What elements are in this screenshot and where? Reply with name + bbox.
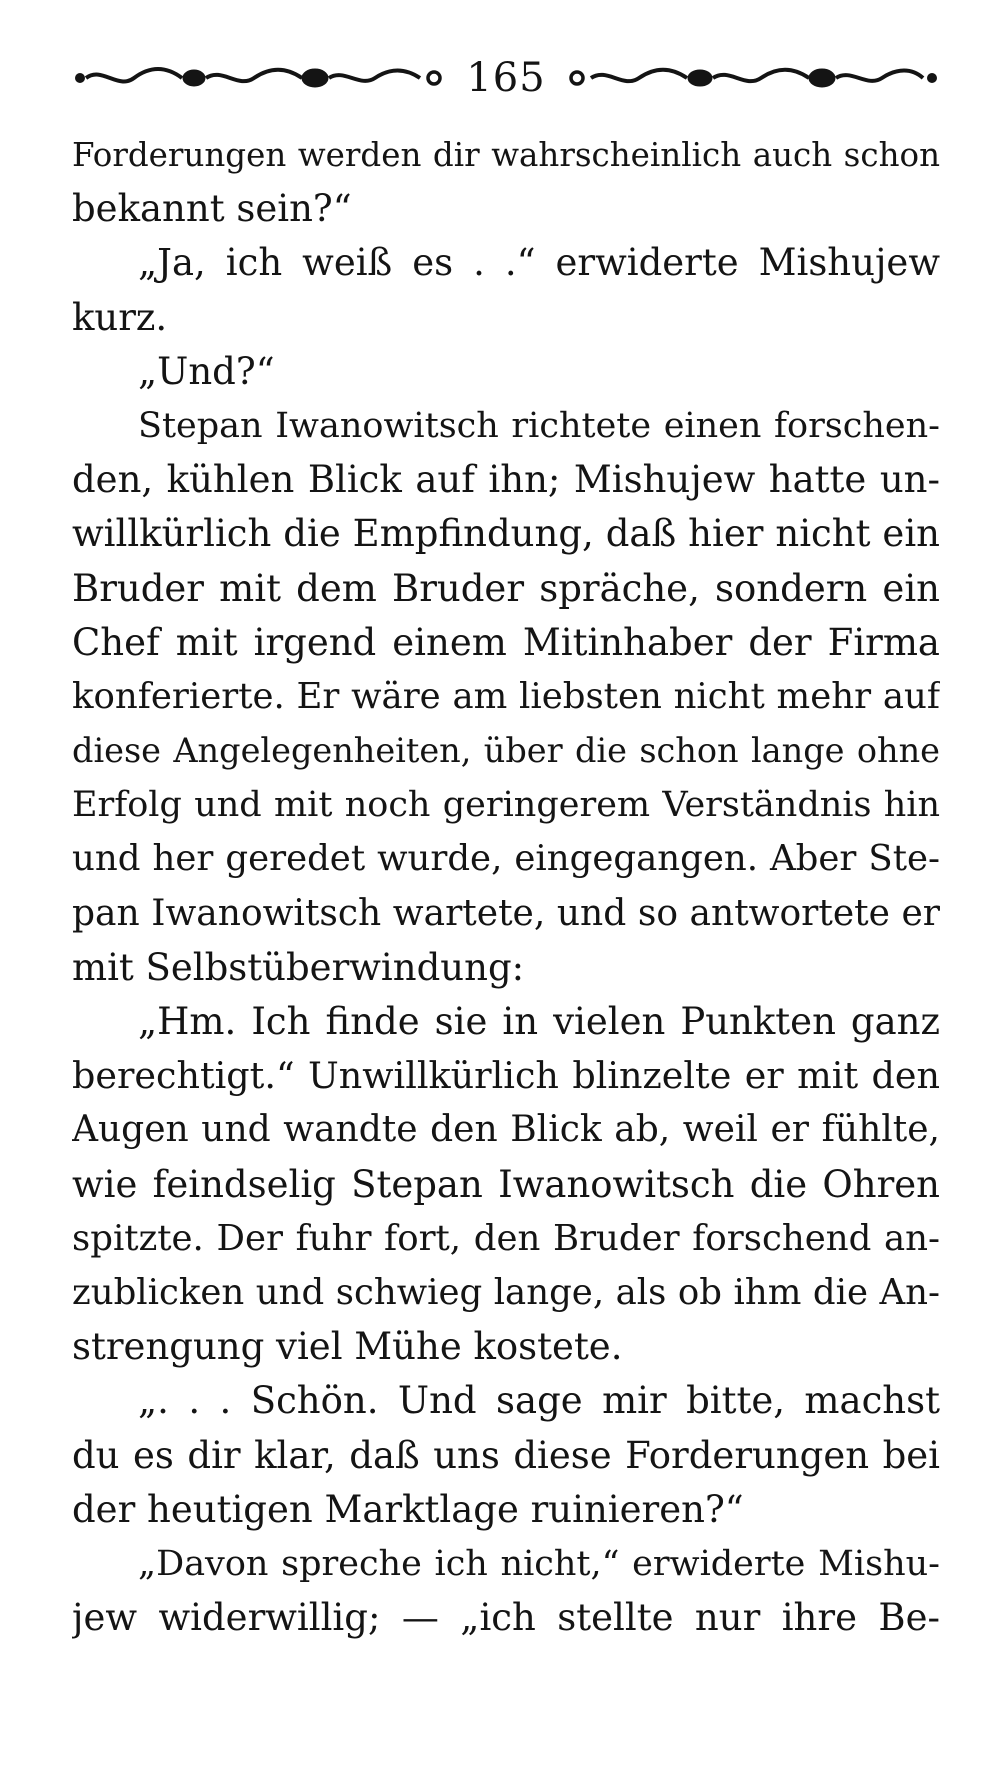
text-line: „. . . Schön. Und sage mir bitte, machst bbox=[138, 1379, 940, 1423]
text-line: willkürlich die Empfindung, daß hier nicht ein bbox=[72, 512, 940, 556]
text-line: konferierte. Er wäre am liebsten nicht mehr auf bbox=[72, 675, 940, 717]
text-line: mit Selbstüberwindung: bbox=[72, 945, 525, 989]
text-line: berechtigt.“ Unwillkürlich blinzelte er mit den bbox=[72, 1054, 940, 1098]
text-line: diese Angelegenheiten, über die schon lange ohne bbox=[72, 731, 940, 771]
text-line: strengung viel Mühe kostete. bbox=[72, 1325, 623, 1369]
text-line: jew widerwillig; — „ich stellte nur ihre Be- bbox=[72, 1596, 940, 1640]
text-line: bekannt sein?“ bbox=[72, 187, 352, 231]
text-line: den, kühlen Blick auf ihn; Mishujew hatte un- bbox=[72, 458, 940, 502]
text-line: Augen und wandte den Blick ab, weil er fühlte, bbox=[72, 1109, 940, 1151]
page-number: 165 bbox=[466, 55, 546, 101]
text-line: kurz. bbox=[72, 295, 168, 339]
header-ornament-right bbox=[565, 62, 940, 94]
body-text bbox=[72, 128, 940, 1645]
text-line: Chef mit irgend einem Mitinhaber der Firma bbox=[72, 620, 940, 664]
text-line: wie feindselig Stepan Iwanowitsch die Ohren bbox=[72, 1162, 940, 1206]
text-line: Bruder mit dem Bruder spräche, sondern ein bbox=[72, 566, 940, 610]
text-line: „Ja, ich weiß es . .“ erwiderte Mishujew bbox=[138, 241, 940, 285]
text-line: Erfolg und mit noch geringerem Verständnis hin bbox=[72, 785, 940, 826]
text-line: Stepan Iwanowitsch richtete einen forschen- bbox=[138, 405, 940, 446]
header-ornament-left bbox=[72, 62, 447, 94]
text-line: und her geredet wurde, eingegangen. Aber Ste- bbox=[72, 838, 940, 880]
text-line: spitzte. Der fuhr fort, den Bruder forschend an- bbox=[72, 1217, 940, 1259]
text-line: zublicken und schwieg lange, als ob ihm die An- bbox=[72, 1271, 940, 1313]
page-header bbox=[72, 48, 940, 108]
text-line: „Und?“ bbox=[138, 349, 275, 393]
text-line: pan Iwanowitsch wartete, und so antwortete er bbox=[72, 892, 940, 934]
text-line: der heutigen Marktlage ruinieren?“ bbox=[72, 1487, 744, 1531]
text-line: „Hm. Ich finde sie in vielen Punkten ganz bbox=[138, 1000, 940, 1043]
text-line: Forderungen werden dir wahrscheinlich auch schon bbox=[72, 136, 940, 174]
text-line: du es dir klar, daß uns diese Forderungen bei bbox=[72, 1433, 940, 1477]
text-line: „Davon spreche ich nicht,“ erwiderte Mishu- bbox=[138, 1543, 940, 1584]
